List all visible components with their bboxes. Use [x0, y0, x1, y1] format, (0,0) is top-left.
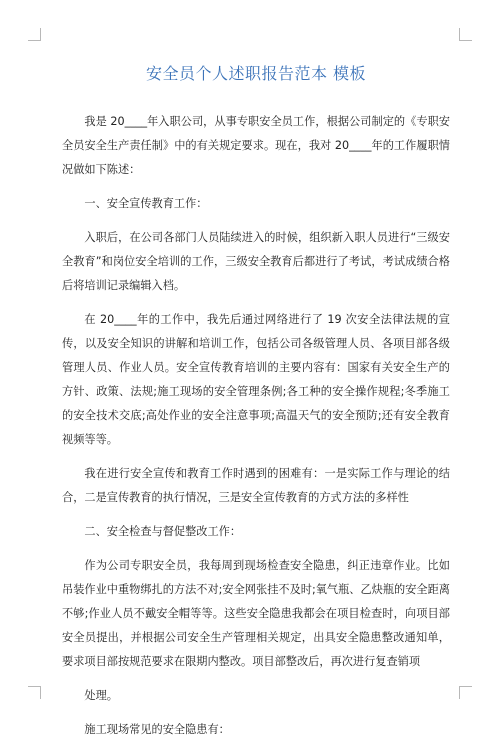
- paragraph-intro: 我是 20____年入职公司，从事专职安全员工作，根据公司制定的《专职安全员安全生产责任制》中的有关规定要求。现在，我对 20____年的工作履职情况做如下陈述：: [62, 115, 450, 176]
- paragraph-handling: 处理。: [84, 689, 118, 702]
- section-heading-inspection: 二、安全检查与督促整改工作：: [84, 525, 242, 538]
- paragraph-difficulties: 我在进行安全宣传和教育工作时遇到的困难有：一是实际工作与理论的结合，二是宣传教育的执行情况，三是安全宣传教育的方式方法的多样性: [62, 467, 450, 504]
- crop-mark-bottom-left: [28, 686, 41, 699]
- paragraph-onboarding: 入职后，在公司各部门人员陆续进入的时候，组织新入职人员进行“三级安全教育”和岗位安全培训的工作，三级安全教育后都进行了考试，考试成绩合格后将培训记录编辑入档。: [62, 231, 450, 292]
- document-title: 安全员个人述职报告范本 模板: [145, 64, 367, 83]
- paragraph-hazards-intro: 施工现场常见的安全隐患有：: [84, 723, 230, 736]
- crop-mark-top-right: [459, 28, 472, 41]
- paragraph-training: 在 20____年的工作中，我先后通过网络进行了 19 次安全法律法规的宣传，以及安全知识的讲解和培训工作，包括公司各级管理人员、各项目部各级管理人员、作业人员。安全宣传教育培训的主要内容有：国家有关安全生产的方针、政策、法规;施工现场的安全管理条例;各工种的安全操作规程;冬季施工的安全技术交底;高处作业的安全注意事项;高温天气的安全预防;还有安全教育视频等等。: [62, 313, 450, 446]
- crop-mark-bottom-right: [459, 686, 472, 699]
- crop-mark-top-left: [28, 28, 41, 41]
- document-body: [62, 64, 450, 752]
- paragraph-inspection: 作为公司专职安全员，我每周到现场检查安全隐患，纠正违章作业。比如吊装作业中重物绑扎的方法不对;安全网张挂不及时;氧气瓶、乙炔瓶的安全距离不够;作业人员不戴安全帽等等。这些安全隐患我都会在项目检查时，向项目部安全员提出，并根据公司安全生产管理相关规定，出具安全隐患整改通知单，要求项目部按规范要求在限期内整改。项目部整改后，再次进行复查销项: [62, 559, 450, 668]
- section-heading-education: 一、安全宣传教育工作：: [84, 197, 208, 210]
